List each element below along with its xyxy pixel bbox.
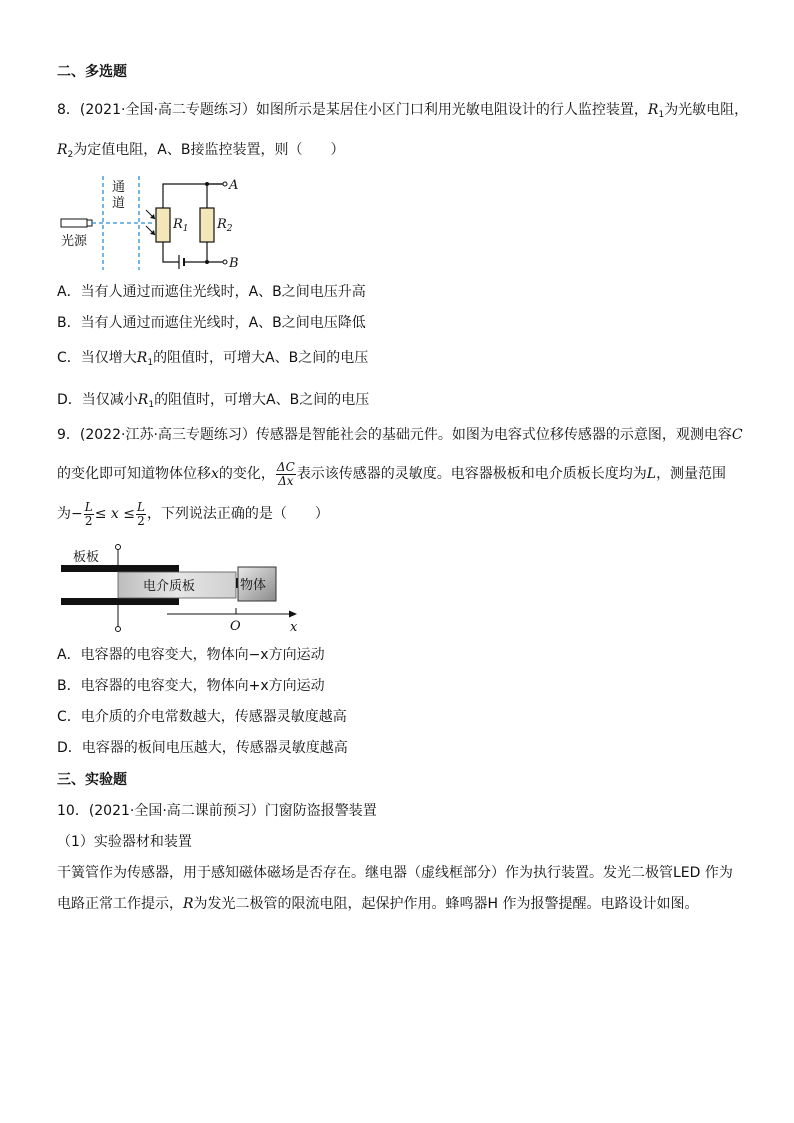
terminal-a-circle (223, 182, 227, 186)
q8-option-d-post: 的阻值时，可增大A、B之间的电压 (154, 392, 370, 408)
r1-symbol: R (647, 102, 659, 118)
q10-paragraph-line1: 干簧管作为传感器，用于感知磁体磁场是否存在。继电器（虚线框部分）作为执行装置。发光二极管LED 作为 (57, 865, 733, 881)
q9-l-symbol: L (646, 466, 657, 482)
q10-stem: 10．(2021·全国·高二课前预习）门窗防盗报警装置 (57, 803, 377, 819)
terminal-b-circle (223, 260, 227, 264)
bottom-plate (61, 598, 179, 605)
plate-label: 板板 (73, 550, 100, 565)
q9-line2-mid: 的变化， (218, 466, 275, 482)
range-right-numerator: L (136, 499, 145, 514)
top-lead-terminal (116, 545, 121, 550)
q8-option-c-r: R (136, 350, 148, 366)
r1-subscript: 1 (658, 110, 665, 120)
q8-option-d-r: R (137, 392, 149, 408)
q8-option-b: B．当有人通过而遮住光线时，A、B之间电压降低 (57, 315, 366, 331)
q9-x-symbol: x (211, 466, 219, 482)
terminal-b-label: B (229, 256, 239, 271)
range-fraction-right (136, 501, 146, 528)
r2-resistor (200, 208, 214, 242)
bottom-wire-left (163, 242, 179, 262)
r1-figure-label: $R_1$ (173, 217, 189, 234)
q8-stem-line1 (57, 100, 748, 125)
q9-line2-post: 表示该传感器的灵敏度。电容器极板和电介质板长度均为 (296, 466, 647, 482)
light-source-label: 光源 (61, 234, 88, 249)
q9-option-d: D．电容器的板间电压越大，传感器灵敏度越高 (57, 740, 348, 756)
top-plate (61, 565, 179, 572)
q9-c-symbol: C (731, 427, 743, 443)
q10-paragraph-line2 (57, 894, 699, 914)
node-bottom (205, 260, 209, 264)
q8-stem-line2-text: 为定值电阻，A、B接监控装置，则（ ） (73, 142, 345, 158)
dielectric-label: 电介质板 (143, 579, 196, 594)
fraction-numerator: ΔC (276, 459, 295, 474)
q9-option-c: C．电介质的介电常数越大，传感器灵敏度越高 (57, 709, 347, 725)
light-source-box (61, 219, 87, 227)
q8-stem-line2 (57, 140, 344, 165)
node-top (205, 182, 209, 186)
r2-subscript: 2 (67, 150, 74, 160)
range-left-denominator: 2 (84, 513, 93, 528)
q9-stem-line1 (57, 425, 743, 445)
range-inequality: ≤ x ≤ (94, 506, 135, 522)
axis-x-label: x (290, 620, 298, 635)
q9-stem-line3 (57, 497, 329, 531)
r1-resistor (156, 208, 170, 242)
q8-option-d-r-sub: 1 (148, 400, 155, 410)
q9-stem-text: 9．(2022·江苏·高三专题练习）传感器是智能社会的基础元件。如图为电容式位移传感器的示意图，观测电容 (57, 427, 732, 443)
fraction-denominator: Δx (278, 473, 294, 488)
range-fraction-left (84, 501, 94, 528)
q8-option-c-r-sub: 1 (147, 358, 154, 368)
q9-line3-pre: 为 (57, 506, 71, 522)
q9-line2-pre: 的变化即可知道物体位移 (57, 466, 211, 482)
q8-option-c (57, 348, 368, 373)
bottom-lead-terminal (116, 627, 121, 632)
sensitivity-fraction (276, 461, 296, 488)
q8-stem-text: 8．(2021·全国·高二专题练习）如图所示是某居住小区门口利用光敏电阻设计的行人监控装置， (57, 102, 648, 118)
channel-char-2: 道 (112, 196, 126, 211)
q8-option-d-pre: D．当仅减小 (57, 392, 138, 408)
r2-figure-label: $R_2$ (217, 217, 233, 234)
q9-stem-line2 (57, 457, 726, 491)
q9-capacitor-figure (57, 540, 317, 638)
object-label: 物体 (240, 578, 267, 593)
top-wire (163, 184, 223, 208)
q10-line2-pre: 电路正常工作提示， (57, 896, 183, 912)
q10-r-symbol: R (183, 896, 194, 912)
range-minus: − (71, 506, 83, 522)
origin-label: O (230, 619, 241, 634)
q8-option-d (57, 390, 369, 415)
q9-option-a: A．电容器的电容变大，物体向−x方向运动 (57, 647, 325, 663)
q8-stem-end: 为光敏电阻， (664, 102, 749, 118)
q9-line2-end: ，测量范围 (656, 466, 727, 482)
section-title-multi-choice: 二、多选题 (57, 64, 127, 80)
r2-symbol: R (57, 142, 68, 158)
section-title-experiment: 三、实验题 (57, 772, 127, 788)
q10-subsection-1: （1）实验器材和装置 (57, 834, 192, 850)
range-right-denominator: 2 (137, 513, 145, 528)
q8-circuit-figure (57, 170, 257, 275)
terminal-a-label: A (229, 178, 239, 193)
light-source-tip (87, 220, 92, 226)
channel-char-1: 通 (112, 180, 126, 195)
q8-option-c-pre: C．当仅增大 (57, 350, 137, 366)
range-left-numerator: L (84, 499, 93, 514)
q8-option-a: A．当有人通过而遮住光线时，A、B之间电压升高 (57, 284, 366, 300)
q9-line3-post: ，下列说法正确的是（ ） (146, 506, 329, 522)
q8-option-c-post: 的阻值时，可增大A、B之间的电压 (153, 350, 369, 366)
q10-line2-text: 为发光二极管的限流电阻，起保护作用。蜂鸣器H 作为报警提醒。电路设计如图。 (193, 896, 699, 912)
q9-option-b: B．电容器的电容变大，物体向+x方向运动 (57, 678, 325, 694)
x-axis-arrowhead (289, 611, 297, 618)
